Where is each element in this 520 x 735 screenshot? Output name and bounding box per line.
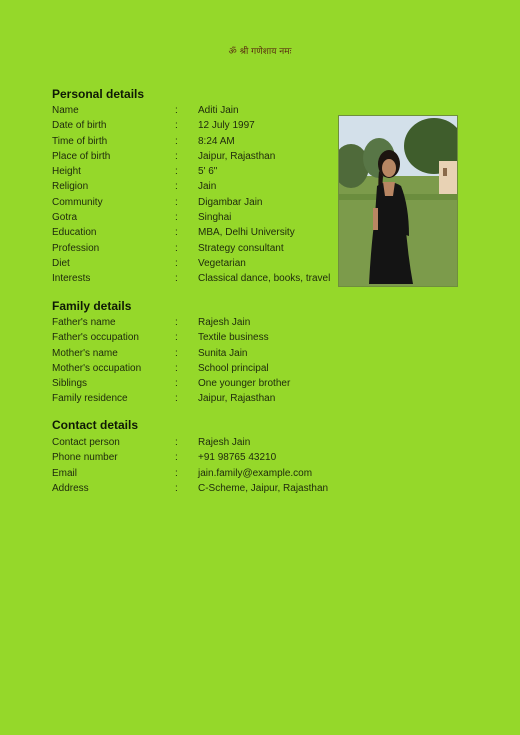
row-value: 12 July 1997 [198, 120, 255, 132]
row-label: Profession [52, 242, 100, 254]
separator: : [175, 332, 178, 344]
separator: : [175, 482, 178, 494]
separator: : [175, 378, 178, 390]
row-label: Community [52, 196, 103, 208]
row-value: 5' 6" [198, 166, 218, 178]
row-label: Mother's name [52, 347, 118, 359]
row-label: Date of birth [52, 120, 107, 132]
row-label: Time of birth [52, 135, 108, 147]
separator: : [175, 105, 178, 116]
row-label: Name [52, 105, 79, 116]
row-label: Address [52, 482, 89, 494]
row-value: C-Scheme, Jaipur, Rajasthan [198, 482, 329, 494]
row-value: Rajesh Jain [198, 317, 251, 328]
separator: : [175, 120, 178, 132]
row-label: Phone number [52, 452, 118, 464]
row-profession [52, 241, 342, 256]
row-label: Family residence [52, 393, 128, 405]
row-value: Digambar Jain [198, 196, 263, 208]
row-siblings [52, 376, 342, 391]
row-fathers-name [52, 315, 342, 330]
row-value: Singhai [198, 212, 232, 224]
row-diet [52, 256, 342, 271]
row-time-of-birth [52, 134, 342, 149]
separator: : [175, 150, 178, 162]
separator: : [175, 437, 178, 448]
family-details-list [52, 315, 342, 407]
row-label: Father's name [52, 317, 116, 328]
row-height [52, 164, 342, 179]
separator: : [175, 135, 178, 147]
separator: : [175, 273, 178, 285]
personal-details-title: Personal details [52, 87, 145, 101]
separator: : [175, 452, 178, 464]
row-email [52, 466, 342, 481]
separator: : [175, 347, 178, 359]
family-details-title: Family details [52, 299, 132, 313]
row-date-of-birth [52, 118, 342, 133]
row-mothers-occupation [52, 361, 342, 376]
row-value: Jain [198, 181, 217, 193]
row-label: Gotra [52, 212, 78, 224]
row-label: Religion [52, 181, 89, 193]
separator: : [175, 242, 178, 254]
separator: : [175, 362, 178, 374]
row-community [52, 195, 342, 210]
row-value: One younger brother [198, 378, 291, 390]
separator: : [175, 227, 178, 239]
row-label: Father's occupation [52, 332, 139, 344]
row-religion [52, 179, 342, 194]
row-interests [52, 271, 342, 286]
separator: : [175, 257, 178, 269]
separator: : [175, 181, 178, 193]
row-value: MBA, Delhi University [198, 227, 295, 239]
row-fathers-occupation [52, 330, 342, 345]
row-value: Vegetarian [198, 257, 246, 269]
invocation-header: ॐ श्री गणेशाय नमः [228, 47, 292, 57]
separator: : [175, 317, 178, 328]
separator: : [175, 212, 178, 224]
row-mothers-name [52, 346, 342, 361]
separator: : [175, 393, 178, 405]
row-label: Diet [52, 257, 70, 269]
row-value: Sunita Jain [198, 347, 248, 359]
row-value: Strategy consultant [198, 242, 284, 254]
row-label: Education [52, 227, 97, 239]
row-label: Interests [52, 273, 91, 285]
profile-photo [338, 115, 458, 287]
row-value: 8:24 AM [198, 135, 235, 147]
row-value: Aditi Jain [198, 105, 239, 116]
row-education [52, 225, 342, 240]
row-label: Mother's occupation [52, 362, 142, 374]
row-place-of-birth [52, 149, 342, 164]
row-gotra [52, 210, 342, 225]
contact-details-title: Contact details [52, 418, 139, 432]
row-label: Email [52, 467, 78, 479]
row-label: Place of birth [52, 150, 111, 162]
row-value: +91 98765 43210 [198, 452, 277, 464]
personal-details-list [52, 103, 342, 287]
row-label: Contact person [52, 437, 120, 448]
separator: : [175, 196, 178, 208]
row-value: Rajesh Jain [198, 437, 251, 448]
row-value: Textile business [198, 332, 269, 344]
separator: : [175, 166, 178, 178]
row-value: School principal [198, 362, 269, 374]
row-value: jain.family@example.com [198, 467, 313, 479]
row-address [52, 481, 342, 496]
row-phone-number [52, 450, 342, 465]
row-value: Jaipur, Rajasthan [198, 393, 276, 405]
contact-details-list [52, 435, 342, 496]
row-label: Height [52, 166, 81, 178]
row-value: Jaipur, Rajasthan [198, 150, 276, 162]
row-contact-person [52, 435, 342, 450]
row-label: Siblings [52, 378, 88, 390]
row-name [52, 103, 342, 118]
separator: : [175, 467, 178, 479]
row-family-residence [52, 391, 342, 406]
row-value: Classical dance, books, travel [198, 273, 331, 285]
